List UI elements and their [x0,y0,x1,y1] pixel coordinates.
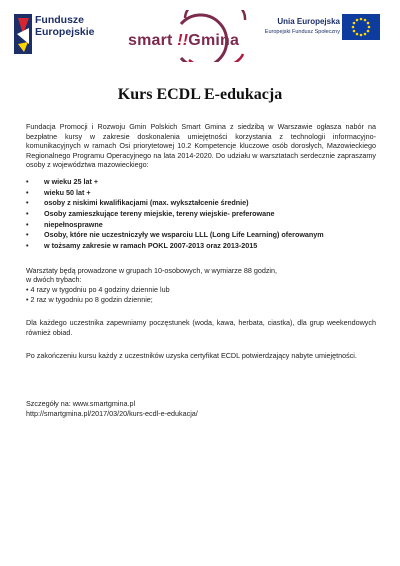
groups-paragraph [26,266,376,304]
eu-title: Unia Europejska [277,17,340,26]
requirements-list [26,177,376,252]
groups-line: w dwóch trybach: [26,275,82,285]
details-block [26,399,376,418]
bullet-icon: • [26,209,29,219]
eu-subtitle: Europejski Fundusz Społeczny [264,29,340,35]
list-item: • Osoby zamieszkujące tereny miejskie, tereny wiejskie- preferowane [26,209,275,219]
eu-flag-icon [342,14,380,40]
intro-paragraph: Fundacja Promocji i Rozwoju Gmin Polskich Smart Gmina z siedzibą w Warszawie ogłasza nabór na bezpłatne kursy w zakresie doskonalenia umiejętności korzystania z technologii informacyjno-komunikacyjnych w ramach Osi priorytetowej 10.2 Kompetencje kluczowe osób dorosłych, Mazowieckiego Regionalnego Programu Operacyjnego na lata 2014-2020. Do udziału w warsztatach serdecznie zapraszamy osoby z województwa mazowieckiego: [26,122,376,170]
list-item: • osoby z niskimi kwalifikacjami (max. wykształcenie średnie) [26,198,249,208]
main-content [26,122,376,418]
groups-option: • 4 razy w tygodniu po 4 godziny dziennie lub [26,285,170,295]
bullet-icon: • [26,198,29,208]
list-item: • wieku 50 lat + [26,187,91,197]
groups-option: • 2 raz w tygodniu po 8 godzin dziennie; [26,294,153,304]
catering-paragraph: Dla każdego uczestnika zapewniamy poczęstunek (woda, kawa, herbata, ciastka), dla grup weekendowych również obiad. [26,318,376,337]
gmina-word: Gmina [188,32,240,49]
list-item: • niepełnosprawne [26,219,103,229]
fundusze-line1: Fundusze [35,14,84,26]
page-title: Kurs ECDL E-edukacja [117,86,283,103]
bang-mark: !! [177,32,189,49]
list-item: • Osoby, które nie uczestniczyły we wsparciu LLL (Long Life Learning) oferowanym [26,230,324,240]
header [0,0,400,78]
groups-line: Warsztaty będą prowadzone w grupach 10-osobowych, w wymiarze 88 godzin, [26,265,278,275]
smart-gmina-wordmark [128,32,239,50]
list-item: • w tożsamy zakresie w ramach POKL 2007-2013 oraz 2013-2015 [26,241,258,251]
bullet-icon: • [26,219,29,229]
fundusze-line2: Europejskie [35,26,95,38]
certificate-paragraph: Po zakończeniu kursu każdy z uczestników uzyska certyfikat ECDL potwierdzający nabyte umiejętności. [26,351,357,361]
details-url-link[interactable]: http://smartgmina.pl/2017/03/20/kurs-ecdl-e-edukacja/ [26,408,198,418]
fundusze-europejskie-text [35,14,95,38]
bullet-icon: • [26,176,29,186]
details-label: Szczegóły na: www.smartgmina.pl [26,399,136,409]
list-item: • w wieku 25 lat + [26,176,99,186]
bullet-icon: • [26,230,29,240]
smart-word: smart [128,32,173,49]
bullet-icon: • [26,241,29,251]
bullet-icon: • [26,187,29,197]
